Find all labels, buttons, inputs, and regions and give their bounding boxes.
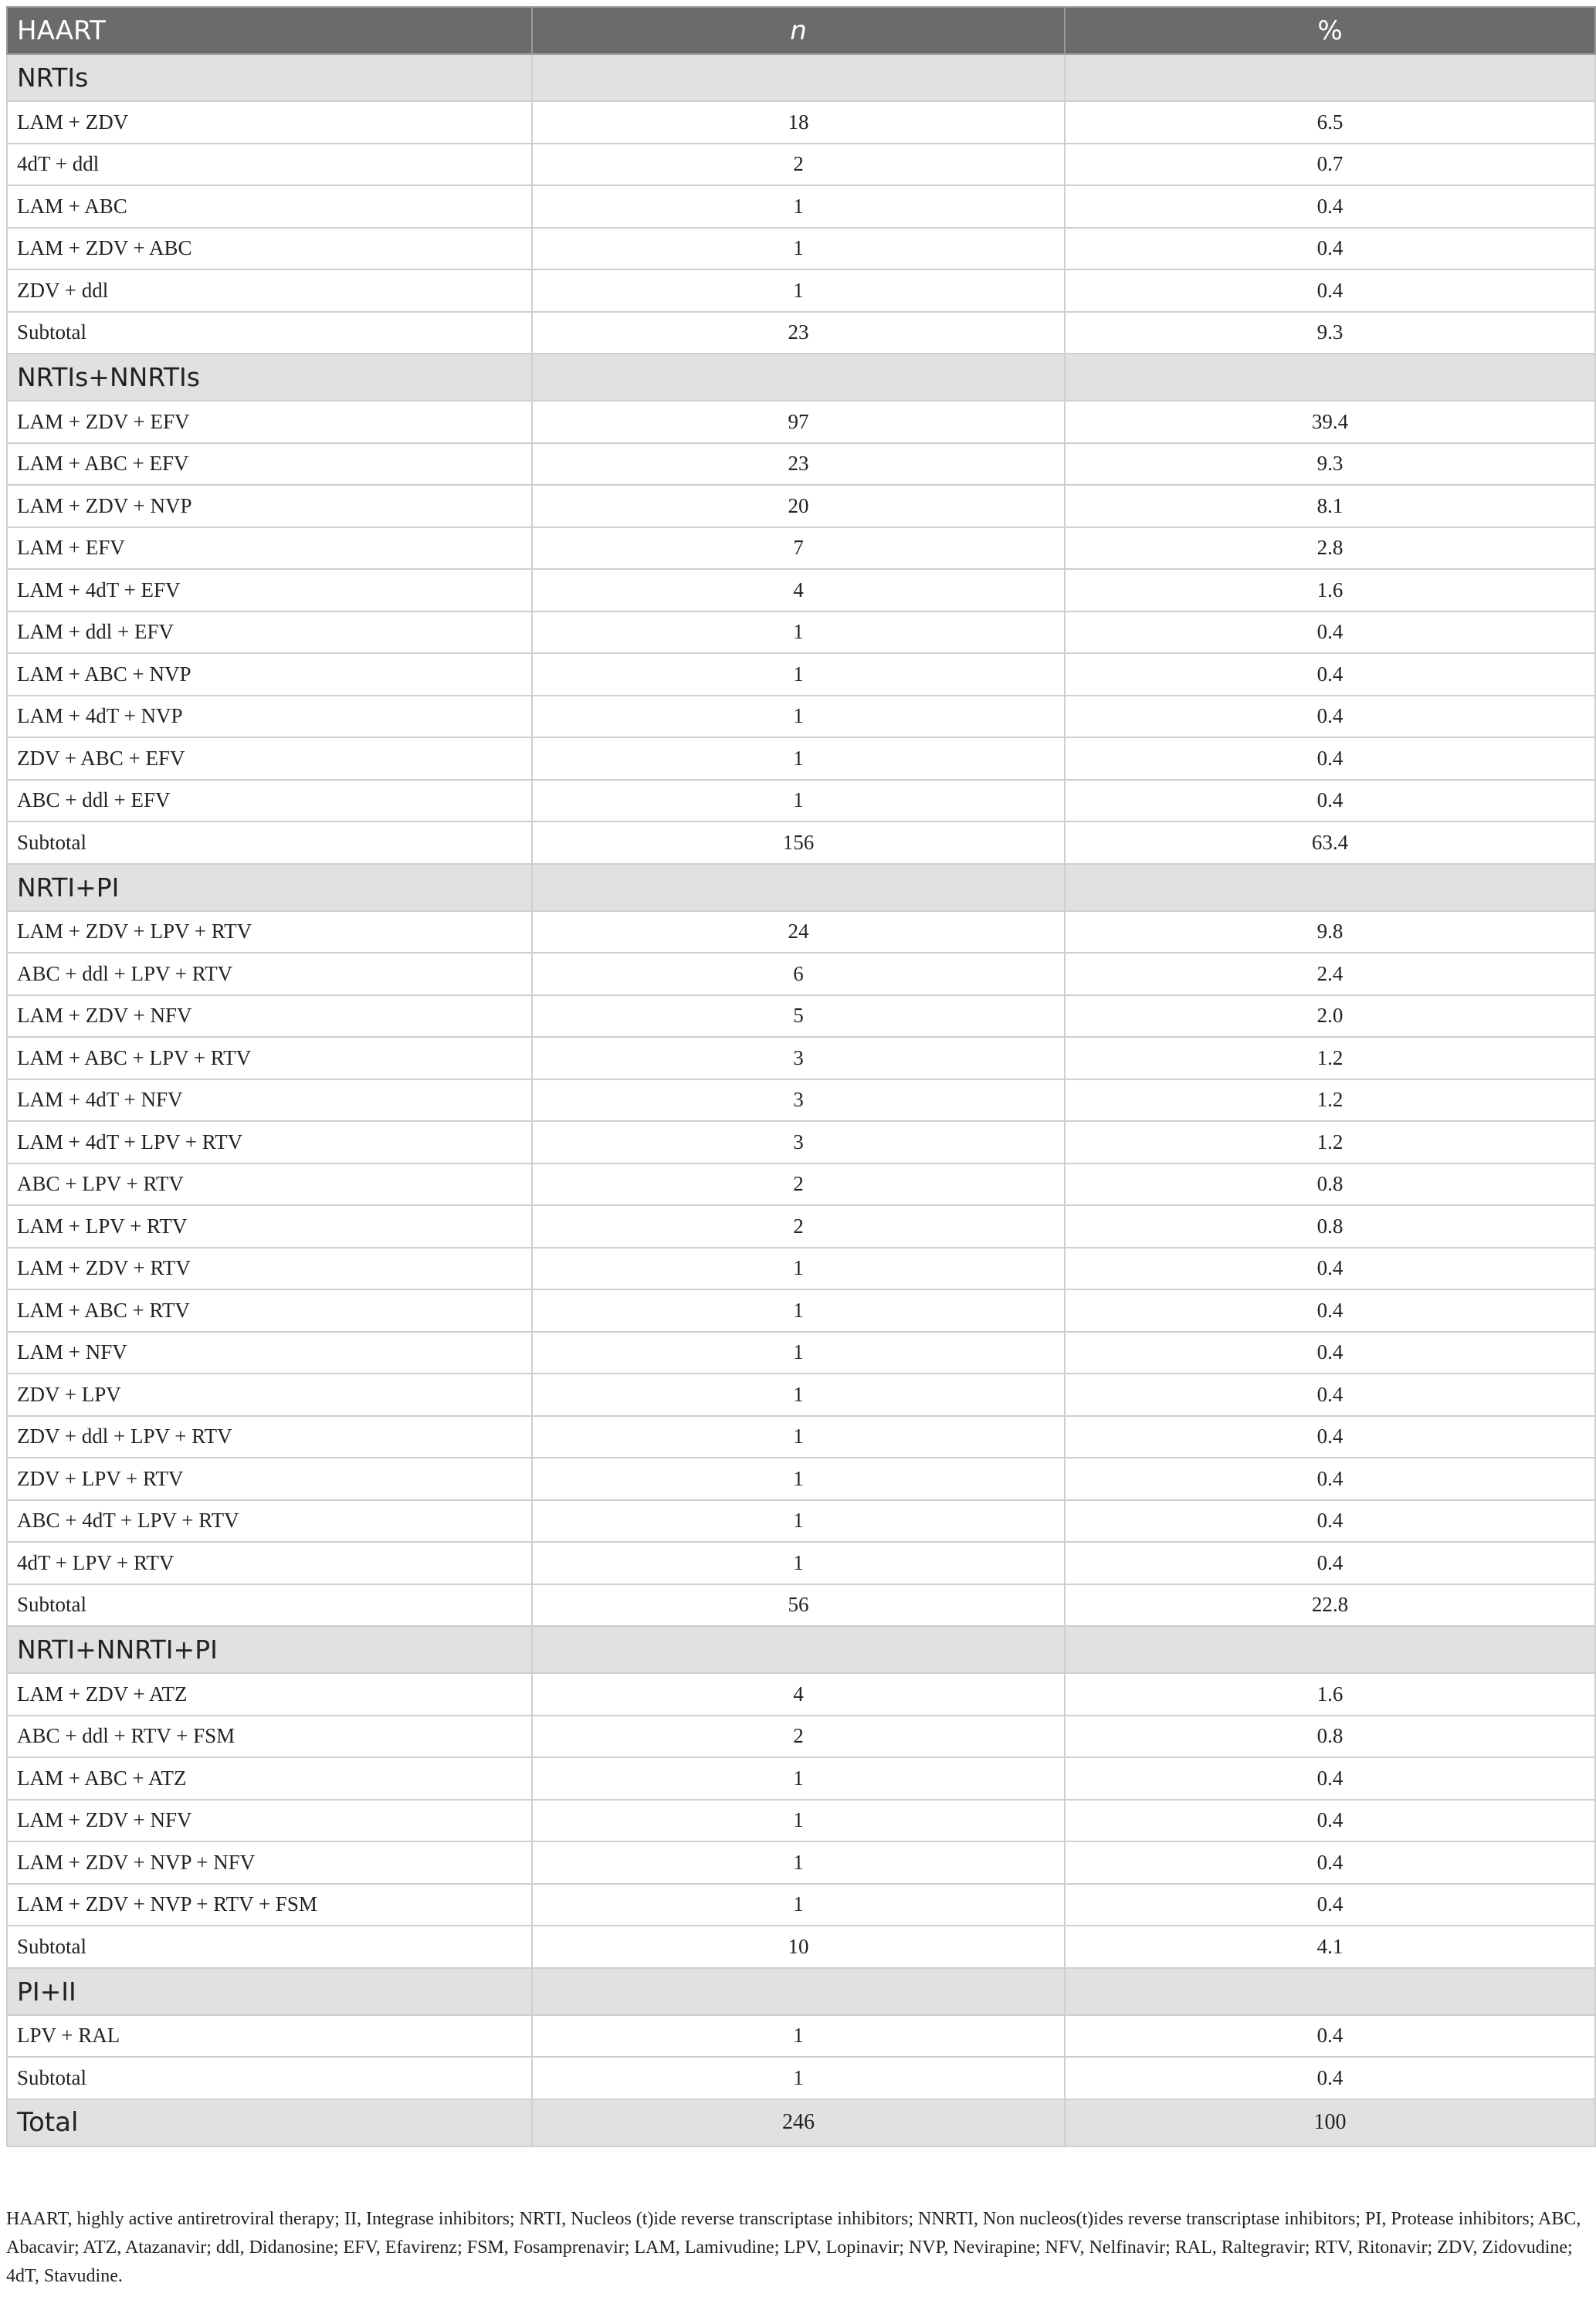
regimen-label: LAM + ZDV + ATZ [7,1673,532,1716]
total-label: Total [7,2099,532,2146]
count-cell: 1 [532,653,1065,696]
table-row [7,101,1595,144]
table-row [7,1248,1595,1290]
regimen-label: LAM + ABC + LPV + RTV [7,1037,532,1079]
regimen-label: LAM + ABC + ATZ [7,1757,532,1800]
count-cell: 4 [532,569,1065,611]
regimen-label: LAM + LPV + RTV [7,1205,532,1248]
percent-cell: 0.7 [1065,144,1595,186]
regimen-label: LAM + ZDV + ABC [7,228,532,270]
regimen-label: LAM + ZDV + NVP [7,485,532,527]
section-empty-cell [1065,1968,1595,2015]
count-cell: 1 [532,1757,1065,1800]
table-row [7,696,1595,738]
regimen-label: ZDV + ddl [7,269,532,312]
count-cell: 1 [532,185,1065,228]
percent-cell: 0.4 [1065,1542,1595,1584]
regimen-label: LAM + ABC + EFV [7,443,532,486]
section-header-row [7,864,1595,911]
section-title: NRTI+NNRTI+PI [7,1626,532,1673]
count-cell: 1 [532,1416,1065,1458]
section-empty-cell [532,54,1065,101]
percent-cell: 0.4 [1065,2015,1595,2058]
percent-cell: 0.4 [1065,2057,1595,2099]
subtotal-label: Subtotal [7,2057,532,2099]
subtotal-row [7,2057,1595,2099]
section-empty-cell [1065,354,1595,401]
section-empty-cell [532,1626,1065,1673]
percent-cell: 22.8 [1065,1584,1595,1627]
count-cell: 3 [532,1121,1065,1164]
percent-cell: 39.4 [1065,401,1595,443]
percent-cell: 1.6 [1065,1673,1595,1716]
percent-cell: 0.4 [1065,185,1595,228]
table-header-row [7,7,1595,54]
count-cell: 7 [532,527,1065,570]
table-row [7,1841,1595,1884]
regimen-label: LAM + ABC [7,185,532,228]
percent-cell: 4.1 [1065,1926,1595,1968]
regimen-label: LAM + NFV [7,1332,532,1374]
table-row [7,2015,1595,2058]
table-row [7,1205,1595,1248]
count-cell: 1 [532,228,1065,270]
count-cell: 1 [532,696,1065,738]
count-cell: 6 [532,953,1065,995]
percent-cell: 0.4 [1065,653,1595,696]
table-row [7,1121,1595,1164]
count-cell: 1 [532,1841,1065,1884]
percent-cell: 2.8 [1065,527,1595,570]
table-row [7,1164,1595,1206]
subtotal-label: Subtotal [7,1584,532,1627]
percent-cell: 2.0 [1065,995,1595,1038]
percent-cell: 0.4 [1065,780,1595,822]
subtotal-label: Subtotal [7,822,532,864]
percent-cell: 1.6 [1065,569,1595,611]
subtotal-row [7,1926,1595,1968]
count-cell: 4 [532,1673,1065,1716]
regimen-label: ZDV + ABC + EFV [7,737,532,780]
count-cell: 1 [532,611,1065,654]
regimen-label: ZDV + LPV + RTV [7,1458,532,1500]
percent-cell: 0.8 [1065,1164,1595,1206]
percent-cell: 0.4 [1065,269,1595,312]
section-empty-cell [1065,864,1595,911]
section-empty-cell [1065,54,1595,101]
table-row [7,485,1595,527]
count-cell: 1 [532,1332,1065,1374]
header-n: n [532,7,1065,54]
count-cell: 1 [532,1542,1065,1584]
regimen-label: LPV + RAL [7,2015,532,2058]
count-cell: 1 [532,1458,1065,1500]
percent-cell: 0.4 [1065,1500,1595,1543]
count-cell: 23 [532,443,1065,486]
percent-cell: 1.2 [1065,1037,1595,1079]
count-cell: 1 [532,269,1065,312]
table-row [7,953,1595,995]
percent-cell: 1.2 [1065,1121,1595,1164]
percent-cell: 0.4 [1065,1458,1595,1500]
regimen-label: LAM + 4dT + NVP [7,696,532,738]
regimen-label: LAM + ZDV + RTV [7,1248,532,1290]
regimen-label: LAM + ZDV + NFV [7,995,532,1038]
regimen-label: LAM + ABC + NVP [7,653,532,696]
table-row [7,1800,1595,1842]
regimen-label: ABC + LPV + RTV [7,1164,532,1206]
percent-cell: 0.4 [1065,1800,1595,1842]
regimen-label: ABC + ddl + EFV [7,780,532,822]
percent-cell: 0.4 [1065,737,1595,780]
percent-cell: 0.4 [1065,1248,1595,1290]
table-row [7,1416,1595,1458]
total-count: 246 [532,2099,1065,2146]
percent-cell: 0.4 [1065,1374,1595,1416]
regimen-label: LAM + ABC + RTV [7,1289,532,1332]
count-cell: 24 [532,911,1065,954]
total-percent: 100 [1065,2099,1595,2146]
section-header-row [7,1968,1595,2015]
percent-cell: 9.8 [1065,911,1595,954]
table-row [7,1673,1595,1716]
section-empty-cell [532,354,1065,401]
table-row [7,1716,1595,1758]
section-empty-cell [532,1968,1065,2015]
section-header-row [7,1626,1595,1673]
subtotal-row [7,822,1595,864]
percent-cell: 63.4 [1065,822,1595,864]
table-row [7,228,1595,270]
section-title: NRTIs+NNRTIs [7,354,532,401]
table-footnote: HAART, highly active antiretroviral therapy; II, Integrase inhibitors; NRTI, Nucleos (t)ide reverse transcriptase inhibitors; NNRTI, Non nucleos(t)ides reverse transcriptase inhibitors; PI, Protease inhibitors; ABC, Abacavir; ATZ, Atazanavir; ddl, Didanosine; EFV, Efavirenz; FSM, Fosamprenavir; LAM, Lamivudine; LPV, Lopinavir; NVP, Nevirapine; NFV, Nelfinavir; RAL, Raltegravir; RTV, Ritonavir; ZDV, Zidovudine; 4dT, Stavudine. [6,2209,1581,2286]
table-row [7,911,1595,954]
table-row [7,1884,1595,1926]
regimen-label: LAM + ZDV + EFV [7,401,532,443]
count-cell: 3 [532,1037,1065,1079]
total-row [7,2099,1595,2146]
regimen-label: LAM + 4dT + EFV [7,569,532,611]
table-row [7,611,1595,654]
count-cell: 1 [532,780,1065,822]
table-row [7,527,1595,570]
table-row [7,995,1595,1038]
table-body [7,54,1595,2146]
count-cell: 1 [532,2015,1065,2058]
regimen-label: 4dT + LPV + RTV [7,1542,532,1584]
regimen-label: LAM + ZDV [7,101,532,144]
subtotal-row [7,1584,1595,1627]
table-row [7,1332,1595,1374]
table-row [7,1079,1595,1122]
table-row [7,144,1595,186]
table-row [7,269,1595,312]
count-cell: 5 [532,995,1065,1038]
percent-cell: 0.4 [1065,611,1595,654]
table-row [7,653,1595,696]
header-percent: % [1065,7,1595,54]
count-cell: 1 [532,1248,1065,1290]
regimen-label: LAM + ZDV + LPV + RTV [7,911,532,954]
regimen-label: LAM + ZDV + NVP + NFV [7,1841,532,1884]
count-cell: 3 [532,1079,1065,1122]
count-cell: 18 [532,101,1065,144]
count-cell: 1 [532,1500,1065,1543]
percent-cell: 0.4 [1065,1416,1595,1458]
count-cell: 23 [532,312,1065,354]
percent-cell: 2.4 [1065,953,1595,995]
section-empty-cell [532,864,1065,911]
regimen-label: ABC + ddl + LPV + RTV [7,953,532,995]
regimen-label: LAM + 4dT + NFV [7,1079,532,1122]
table-row [7,401,1595,443]
section-title: PI+II [7,1968,532,2015]
count-cell: 1 [532,1289,1065,1332]
regimen-label: ZDV + ddl + LPV + RTV [7,1416,532,1458]
regimen-label: LAM + ZDV + NFV [7,1800,532,1842]
percent-cell: 0.4 [1065,696,1595,738]
regimen-label: LAM + ddl + EFV [7,611,532,654]
percent-cell: 9.3 [1065,312,1595,354]
section-empty-cell [1065,1626,1595,1673]
percent-cell: 0.8 [1065,1716,1595,1758]
percent-cell: 1.2 [1065,1079,1595,1122]
count-cell: 1 [532,1800,1065,1842]
subtotal-row [7,312,1595,354]
document [6,6,1594,2286]
table-row [7,1289,1595,1332]
count-cell: 10 [532,1926,1065,1968]
percent-cell: 8.1 [1065,485,1595,527]
section-header-row [7,354,1595,401]
table-row [7,1542,1595,1584]
count-cell: 1 [532,1884,1065,1926]
count-cell: 2 [532,1205,1065,1248]
regimen-label: ABC + 4dT + LPV + RTV [7,1500,532,1543]
table-row [7,569,1595,611]
percent-cell: 0.4 [1065,1884,1595,1926]
subtotal-label: Subtotal [7,1926,532,1968]
regimen-label: ZDV + LPV [7,1374,532,1416]
section-header-row [7,54,1595,101]
regimen-label: 4dT + ddl [7,144,532,186]
count-cell: 156 [532,822,1065,864]
percent-cell: 0.8 [1065,1205,1595,1248]
regimen-label: LAM + EFV [7,527,532,570]
table-row [7,1458,1595,1500]
percent-cell: 0.4 [1065,1757,1595,1800]
regimen-label: ABC + ddl + RTV + FSM [7,1716,532,1758]
count-cell: 20 [532,485,1065,527]
count-cell: 2 [532,1164,1065,1206]
regimen-label: LAM + ZDV + NVP + RTV + FSM [7,1884,532,1926]
count-cell: 1 [532,2057,1065,2099]
table-row [7,185,1595,228]
table-row [7,1500,1595,1543]
subtotal-label: Subtotal [7,312,532,354]
count-cell: 56 [532,1584,1065,1627]
table-row [7,443,1595,486]
count-cell: 2 [532,144,1065,186]
count-cell: 1 [532,737,1065,780]
section-title: NRTI+PI [7,864,532,911]
table-row [7,780,1595,822]
regimen-label: LAM + 4dT + LPV + RTV [7,1121,532,1164]
percent-cell: 9.3 [1065,443,1595,486]
count-cell: 1 [532,1374,1065,1416]
percent-cell: 0.4 [1065,1332,1595,1374]
header-haart: HAART [7,7,532,54]
section-title: NRTIs [7,54,532,101]
haart-table [6,6,1596,2147]
percent-cell: 0.4 [1065,228,1595,270]
percent-cell: 0.4 [1065,1289,1595,1332]
percent-cell: 0.4 [1065,1841,1595,1884]
table-row [7,737,1595,780]
count-cell: 97 [532,401,1065,443]
table-row [7,1037,1595,1079]
percent-cell: 6.5 [1065,101,1595,144]
table-row [7,1757,1595,1800]
count-cell: 2 [532,1716,1065,1758]
table-row [7,1374,1595,1416]
